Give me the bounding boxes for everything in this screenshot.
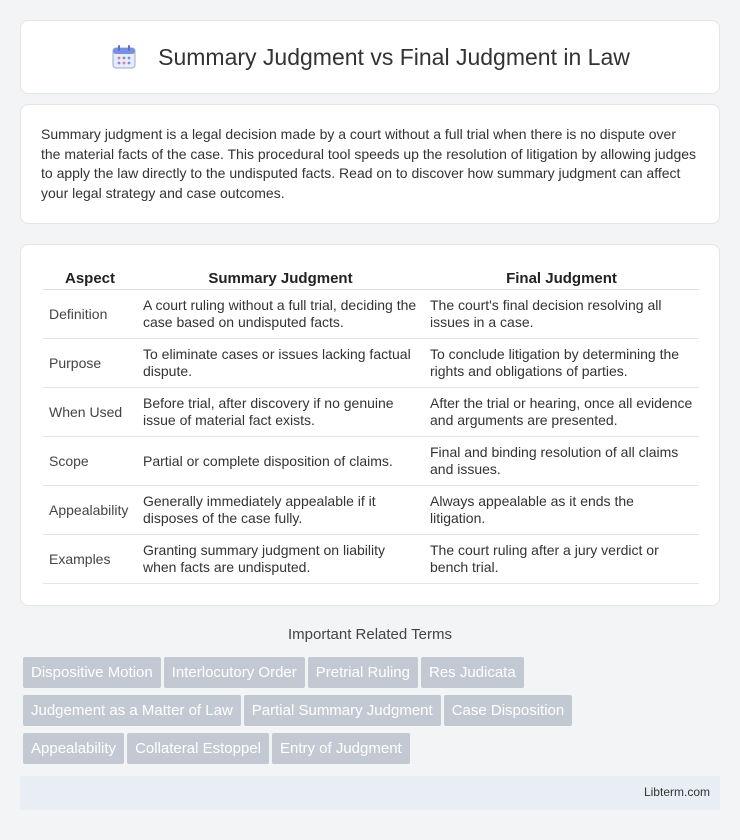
- table-row: [43, 486, 699, 535]
- table-row: [43, 388, 699, 437]
- footer-site-link[interactable]: Libterm.com: [643, 785, 710, 799]
- header-card: [20, 20, 720, 94]
- comparison-table: [43, 265, 699, 584]
- table-row: [43, 339, 699, 388]
- related-terms-title: Important Related Terms: [288, 626, 452, 643]
- summary-cell: Generally immediately appealable if it disposes of the case fully.: [137, 486, 424, 535]
- aspect-cell: Scope: [43, 437, 137, 486]
- summary-cell: Before trial, after discovery if no genuine issue of material fact exists.: [137, 388, 424, 437]
- summary-cell: Granting summary judgment on liability when facts are undisputed.: [137, 535, 424, 584]
- term-tag[interactable]: Partial Summary Judgment: [244, 695, 441, 726]
- table-header-row: [43, 265, 699, 290]
- term-tag[interactable]: Judgement as a Matter of Law: [23, 695, 241, 726]
- aspect-cell: Purpose: [43, 339, 137, 388]
- term-tag[interactable]: Pretrial Ruling: [308, 657, 418, 688]
- intro-card: [20, 104, 720, 224]
- table-row: [43, 290, 699, 339]
- term-tag[interactable]: Collateral Estoppel: [127, 733, 269, 764]
- term-tag[interactable]: Entry of Judgment: [272, 733, 410, 764]
- final-cell: The court ruling after a jury verdict or bench trial.: [424, 535, 699, 584]
- aspect-cell: Definition: [43, 290, 137, 339]
- aspect-cell: Appealability: [43, 486, 137, 535]
- table-row: [43, 535, 699, 584]
- summary-cell: To eliminate cases or issues lacking factual dispute.: [137, 339, 424, 388]
- page-title: Summary Judgment vs Final Judgment in Law: [158, 43, 630, 70]
- aspect-cell: When Used: [43, 388, 137, 437]
- comparison-card: [20, 244, 720, 606]
- term-tag[interactable]: Appealability: [23, 733, 124, 764]
- calendar-icon: [110, 43, 138, 71]
- final-cell: To conclude litigation by determining the rights and obligations of parties.: [424, 339, 699, 388]
- table-row: [43, 437, 699, 486]
- final-cell: After the trial or hearing, once all evidence and arguments are presented.: [424, 388, 699, 437]
- term-tag[interactable]: Dispositive Motion: [23, 657, 161, 688]
- term-tag[interactable]: Interlocutory Order: [164, 657, 305, 688]
- intro-text: Summary judgment is a legal decision made by a court without a full trial when there is no dispute over the material facts of the case. This procedural tool speeds up the resolution of litigation by allowing judges to apply the law directly to the undisputed facts. Read on to discover how summary judgment can affect your legal strategy and case outcomes.: [41, 126, 697, 201]
- term-tag[interactable]: Case Disposition: [444, 695, 573, 726]
- summary-cell: Partial or complete disposition of claims.: [137, 437, 424, 486]
- related-terms-list: [23, 657, 723, 771]
- footer: [20, 776, 720, 810]
- header-final-judgment: Final Judgment: [424, 265, 699, 290]
- final-cell: Final and binding resolution of all claims and issues.: [424, 437, 699, 486]
- aspect-cell: Examples: [43, 535, 137, 584]
- term-tag[interactable]: Res Judicata: [421, 657, 524, 688]
- summary-cell: A court ruling without a full trial, deciding the case based on undisputed facts.: [137, 290, 424, 339]
- header-summary-judgment: Summary Judgment: [137, 265, 424, 290]
- final-cell: The court's final decision resolving all issues in a case.: [424, 290, 699, 339]
- final-cell: Always appealable as it ends the litigation.: [424, 486, 699, 535]
- header-aspect: Aspect: [43, 265, 137, 290]
